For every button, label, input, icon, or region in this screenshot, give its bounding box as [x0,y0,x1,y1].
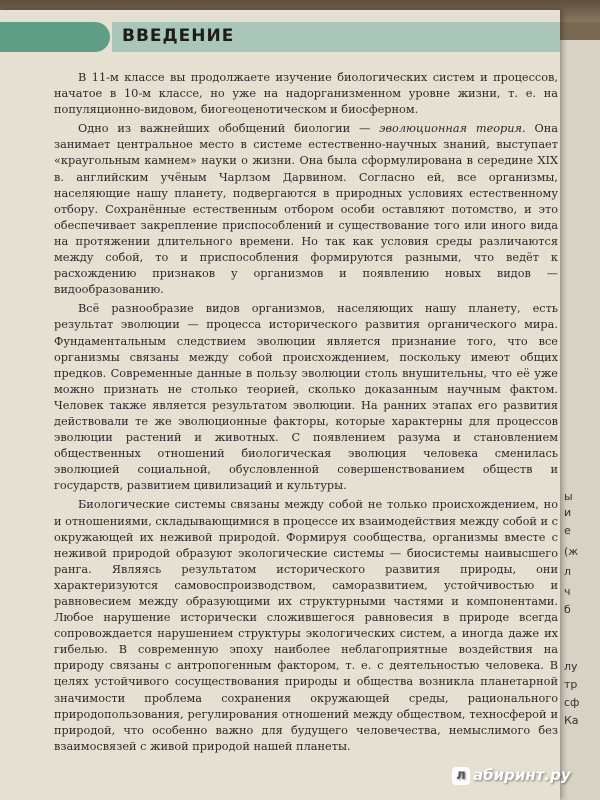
paragraph-ecosystems: Биологические системы связаны между собой не только происхождением, но и отношениями, складывающимися в процессе их взаимодействия между собой и с окружающей их неживой природой. Формируя сообщества, организмы вместе с неживой природой образуют экологические системы — биосистемы наивысшего ранга. Являясь результатом исторического развития природы, они характеризуются самовоспроизводством, саморазвитием, устойчивостью и равновесием между образующими их структурными частями и компонентами. Любое нарушение исторически сложившегося равновесия в природе всегда сопровождается нарушением структуры экологических систем, а иногда даже их гибелью. В современную эпоху наиболее неблагоприятные воздействия на природу связаны с антропогенным фактором, т. е. с деятельностью человека. В целях устойчивого сосуществования природы и общества возникла планетарной значимости проблема сохранения окружающей среды, рационального природопользования, регулирования отношений между обществом, техносферой и природой, что особенно важно для будущего человечества, немыслимого без взаимосвязей с живой природой нашей планеты. [54,498,558,753]
right-page-fragment: и [564,506,572,519]
site-watermark [452,766,571,785]
right-page-fragment: сф [564,696,580,709]
paragraph-diversity: Всё разнообразие видов организмов, населяющих нашу планету, есть результат эволюции — процесса исторического развития органического мира. Фундаментальным следствием эволюции является признание того, что все организмы связаны между собой происхождением, поскольку имеют общих предков. Современные данные в пользу эволюции столь внушительны, что её уже можно признать не столько теорией, сколько доказанным научным фактом. Человек также является результатом эволюции. На ранних этапах его развития действовали те же эволюционные факторы, которые характерны для процессов эволюции растений и животных. С появлением разума и становлением общественных отношений биологическая эволюция человека сменилась эволюцией социальной, обусловленной совершенствованием обществ и государств, развитием цивилизаций и культуры. [54,302,558,493]
header-accent-tab [0,22,110,52]
watermark-text: абиринт.ру [473,766,571,784]
right-page-fragment: е [564,524,571,537]
right-page-fragment: ч [564,585,571,598]
right-page-fragment: лу [564,660,578,673]
paragraph-text: . Она занимает центральное место в системе естественно-научных знаний, выступает «краугольным камнем» науки о жизни. Она была сформулирована в середине XIX в. английским учёным Чарлзом Дарвином. Согласно ей, все организмы, населяющие нашу планету, подвергаются в природных условиях естественному отбору. Сохранённые естественным отбором особи оставляют потомство, и это обеспечивает закрепление приспособлений и существование того или иного вида на протяжении длительного времени. Но так как условия среды различаются между собой, то и приспособления формируются разными, что ведёт к расхождению признаков у организмов и появлению новых видов — видообразованию. [54,122,558,297]
right-page-fragment: Ка [564,714,579,727]
right-page-fragment: б [564,603,571,616]
right-page-fragment: (ж [564,545,579,558]
paragraph-evolution-theory [54,121,558,298]
paragraph-intro: В 11-м классе вы продолжаете изучение биологических систем и процессов, начатое в 10-м классе, но уже на надорганизменном уровне жизни, т. е. на популяционно-видовом, биогеоценотическом и биосферном. [54,71,558,117]
right-page-fragment: л [564,565,572,578]
section-title: ВВЕДЕНИЕ [122,26,235,46]
right-page-fragment: ы [564,490,573,503]
section-header [0,22,560,52]
body-text [54,70,558,758]
watermark-logo-icon: л [452,767,470,785]
right-page-fragment: тр [564,678,578,691]
emphasized-term: эволюционная теория [379,122,523,136]
paragraph-text: Одно из важнейших обобщений биологии — [78,122,380,136]
right-page-edge [560,40,600,800]
